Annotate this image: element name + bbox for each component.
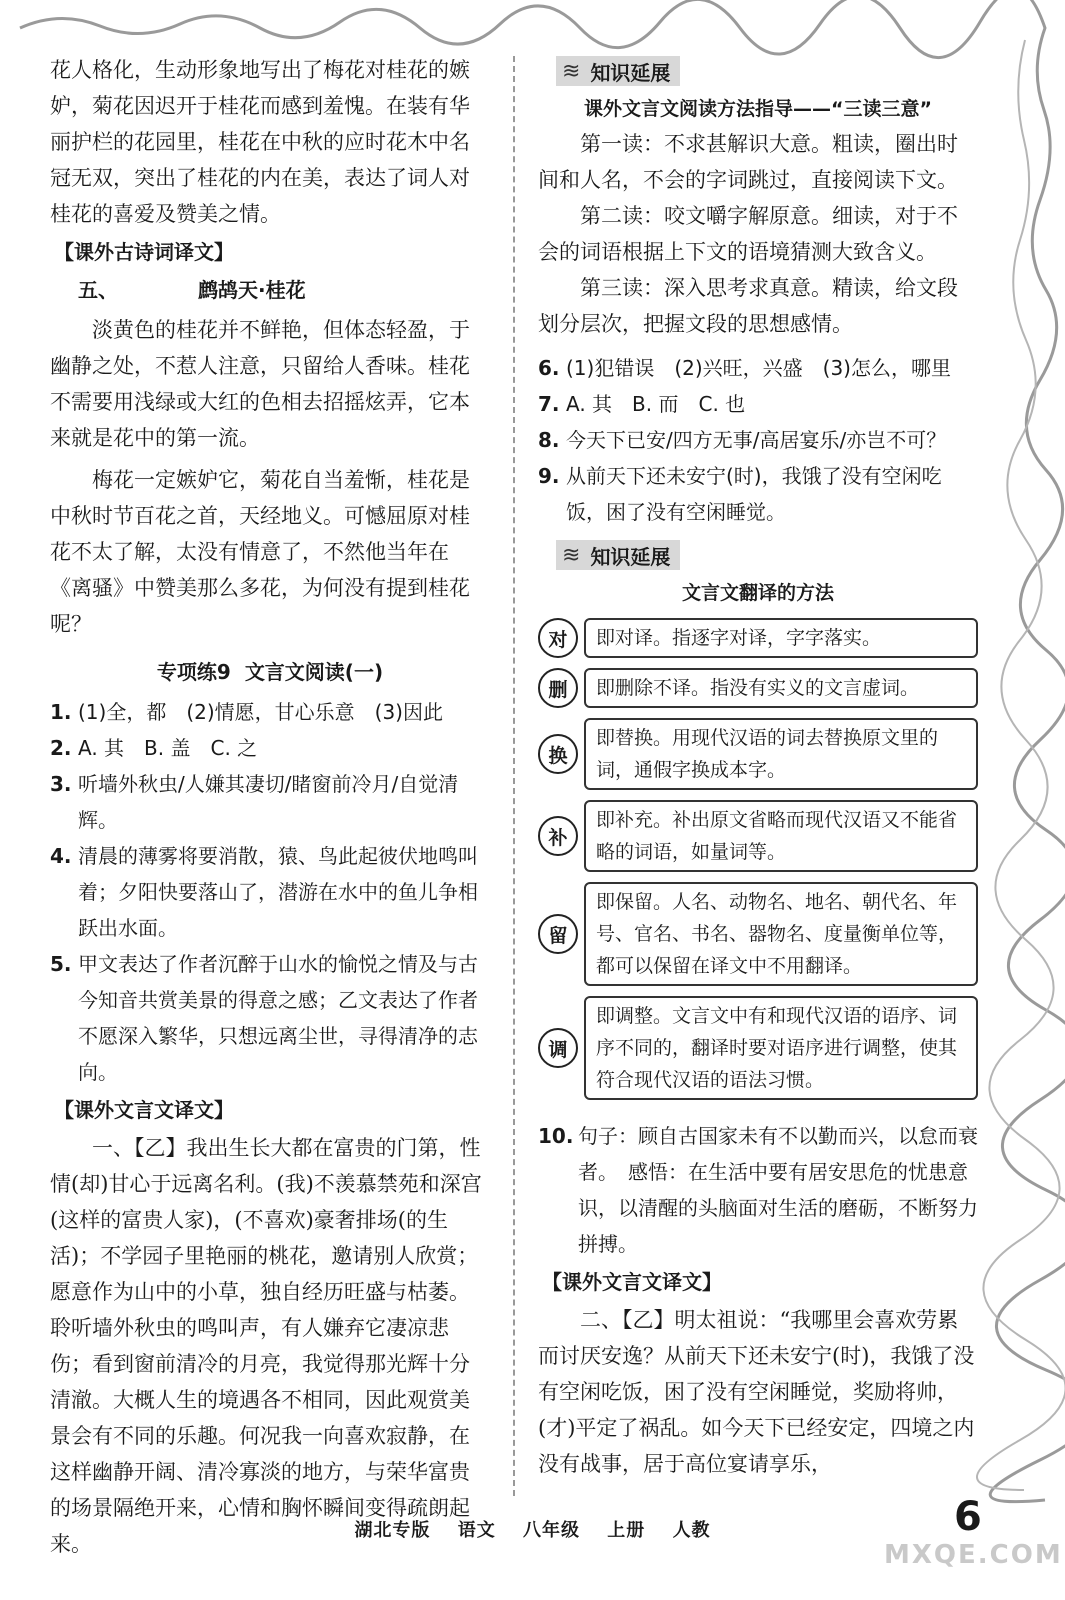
poem-number: 五、: [78, 278, 118, 302]
poem-translation-p2: 梅花一定嫉妒它，菊花自当羞惭，桂花是中秋时节百花之首，天经地义。可憾屈原对桂花不太了解，太没有情意了，不然他当年在《离骚》中赞美那么多花，为何没有提到桂花呢？: [50, 468, 470, 636]
method-badge: 留: [538, 914, 578, 954]
answer-item: [50, 766, 490, 838]
reading-step-2: 第二读：咬文嚼字解原意。细读，对于不会的词语根据上下文的语境猜测大致含义。: [538, 204, 958, 264]
poem-translation-p1: 淡黄色的桂花并不鲜艳，但体态轻盈，于幽静之处，不惹人注意，只留给人香味。桂花不需要用浅绿或大红的色相去招摇炫弄，它本来就是花中的第一流。: [50, 318, 470, 450]
answer-text: 甲文表达了作者沉醉于山水的愉悦之情及与古今知音共赏美景的得意之感；乙文表达了作者不愿深入繁华，只想远离尘世，寻得清净的志向。: [78, 952, 478, 1084]
knowledge-label: 知识延展: [590, 60, 671, 85]
answer-number: 8.: [538, 428, 560, 452]
method-badge: 补: [538, 816, 578, 856]
footer-subject: 语文: [457, 1520, 496, 1541]
method-box: 即替换。用现代汉语的词去替换原文里的词，通假字换成本字。: [584, 718, 978, 790]
footer-volume: 上册: [607, 1520, 646, 1541]
answer-item: [50, 838, 490, 946]
answer-number: 5.: [50, 952, 72, 976]
poem-title: 鹧鸪天·桂花: [198, 278, 306, 302]
answer-text: 今天下已安/四方无事/高居宴乐/亦岂不可？: [566, 428, 947, 452]
section-bracket-classical: 【课外文言文译文】: [542, 1270, 722, 1294]
footer-publisher: 人教: [672, 1520, 711, 1541]
answer-text: 清晨的薄雾将要消散，猿、鸟此起彼伏地鸣叫着；夕阳快要落山了，潜游在水中的鱼儿争相跃出水面。: [78, 844, 478, 940]
column-divider: [513, 56, 515, 1496]
answer-item: [50, 694, 490, 730]
answer-text: 从前天下还未安宁(时)，我饿了没有空闲吃饭，困了没有空闲睡觉。: [566, 464, 942, 524]
watermark: MXQE.COM: [884, 1540, 1063, 1570]
reading-step-3: 第三读：深入思考求真意。精读，给文段划分层次，把握文段的思想感情。: [538, 276, 958, 336]
method-box: 即对译。指逐字对译，字字落实。: [584, 618, 978, 658]
reading-step-1: 第一读：不求甚解识大意。粗读，圈出时间和人名，不会的字词跳过，直接阅读下文。: [538, 132, 958, 192]
intro-paragraph: 花人格化，生动形象地写出了梅花对桂花的嫉妒，菊花因迟开于桂花而感到羞愧。在装有华丽护栏的花园里，桂花在中秋的应时花木中名冠无双，突出了桂花的内在美，表达了词人对桂花的喜爱及赞美之情。: [50, 58, 470, 226]
section-subtitle: 文言文阅读(一): [244, 660, 384, 684]
method-row: [538, 618, 978, 658]
wave-lines-icon: ≋: [562, 58, 581, 84]
answer-item: [538, 1118, 978, 1262]
answer-item: [538, 350, 978, 386]
classical-translation-1: 一、【乙】我出生长大都在富贵的门第，性情(却)甘心于远离名利。(我)不羡慕禁苑和深宫(这样的富贵人家)，(不喜欢)豪奢排场(的生活)；不学园子里艳丽的桃花，邀请别人欣赏；愿意作为山中的小草，独自经历旺盛与枯萎。聆听墙外秋虫的鸣叫声，有人嫌弃它凄凉悲伤；看到窗前清冷的月亮，我觉得那光辉十分清澈。大概人生的境遇各不相同，因此观赏美景会有不同的乐趣。何况我一向喜欢寂静，在这样幽静开阔、清冷寡淡的地方，与荣华富贵的场景隔绝开来，心情和胸怀瞬间变得疏朗起来。: [50, 1136, 482, 1556]
method-box: 即保留。人名、动物名、地名、朝代名、年号、官名、书名、器物名、度量衡单位等，都可以保留在译文中不用翻译。: [584, 882, 978, 986]
answer-number: 9.: [538, 464, 560, 488]
answer-item: [50, 946, 490, 1090]
classical-translation-2: 二、【乙】明太祖说：“我哪里会喜欢劳累而讨厌安逸？从前天下还未安宁(时)，我饿了没有空闲吃饭，困了没有空闲睡觉，奖励将帅，(才)平定了祸乱。如今天下已经安定，四境之内没有战事，居于高位宴请享乐，: [538, 1308, 975, 1476]
section-title: [50, 654, 490, 690]
method-row: [538, 800, 978, 872]
answer-item: [50, 730, 490, 766]
knowledge-header: [556, 540, 680, 570]
answer-text: 句子：顾自古国家未有不以勤而兴，以怠而衰者。 感悟：在生活中要有居安思危的忧患意识，以清醒的头脑面对生活的磨砺，不断努力拼搏。: [578, 1124, 978, 1256]
section-bracket-poem: 【课外古诗词译文】: [54, 240, 234, 264]
answer-text: (1)全，都 (2)情愿，甘心乐意 (3)因此: [78, 700, 443, 724]
answer-number: 2.: [50, 736, 72, 760]
answer-item: [538, 386, 978, 422]
method-row: [538, 668, 978, 708]
method-row: [538, 996, 978, 1100]
section-bracket-classical: 【课外文言文译文】: [54, 1098, 234, 1122]
answer-number: 10.: [538, 1124, 574, 1148]
method-box: 即调整。文言文中有和现代汉语的语序、词序不同的，翻译时要对语序进行调整，使其符合现代汉语的语法习惯。: [584, 996, 978, 1100]
left-column: [50, 52, 490, 1562]
method-box: 即删除不译。指没有实义的文言虚词。: [584, 668, 978, 708]
page-number: 6: [954, 1494, 982, 1540]
method-badge: 删: [538, 668, 578, 708]
answer-item: [538, 422, 978, 458]
footer-edition: 湖北专版: [354, 1520, 431, 1541]
knowledge-label: 知识延展: [590, 544, 671, 569]
method-badge: 换: [538, 734, 578, 774]
page-footer: [0, 1516, 1065, 1542]
method-badge: 对: [538, 618, 578, 658]
answer-number: 3.: [50, 772, 72, 796]
poem-heading: [78, 272, 490, 308]
answer-text: 听墙外秋虫/人嫌其凄切/睹窗前冷月/自觉清辉。: [78, 772, 459, 832]
answer-item: [538, 458, 978, 530]
knowledge-header: [556, 56, 680, 86]
section-name: 专项练9: [156, 660, 231, 684]
translation-method-title: 文言文翻译的方法: [681, 582, 834, 604]
answer-text: A. 其 B. 而 C. 也: [566, 392, 746, 416]
answer-number: 6.: [538, 356, 560, 380]
method-badge: 调: [538, 1028, 578, 1068]
wave-lines-icon: ≋: [562, 542, 581, 568]
answer-number: 4.: [50, 844, 72, 868]
footer-grade: 八年级: [523, 1520, 580, 1541]
answer-number: 1.: [50, 700, 72, 724]
reading-method-title: 课外文言文阅读方法指导——“三读三意”: [584, 98, 932, 120]
method-row: [538, 718, 978, 790]
answer-number: 7.: [538, 392, 560, 416]
right-column: [538, 52, 978, 1482]
answer-text: A. 其 B. 盖 C. 之: [78, 736, 258, 760]
answer-text: (1)犯错误 (2)兴旺，兴盛 (3)怎么，哪里: [566, 356, 951, 380]
method-row: [538, 882, 978, 986]
method-box: 即补充。补出原文省略而现代汉语又不能省略的词语，如量词等。: [584, 800, 978, 872]
